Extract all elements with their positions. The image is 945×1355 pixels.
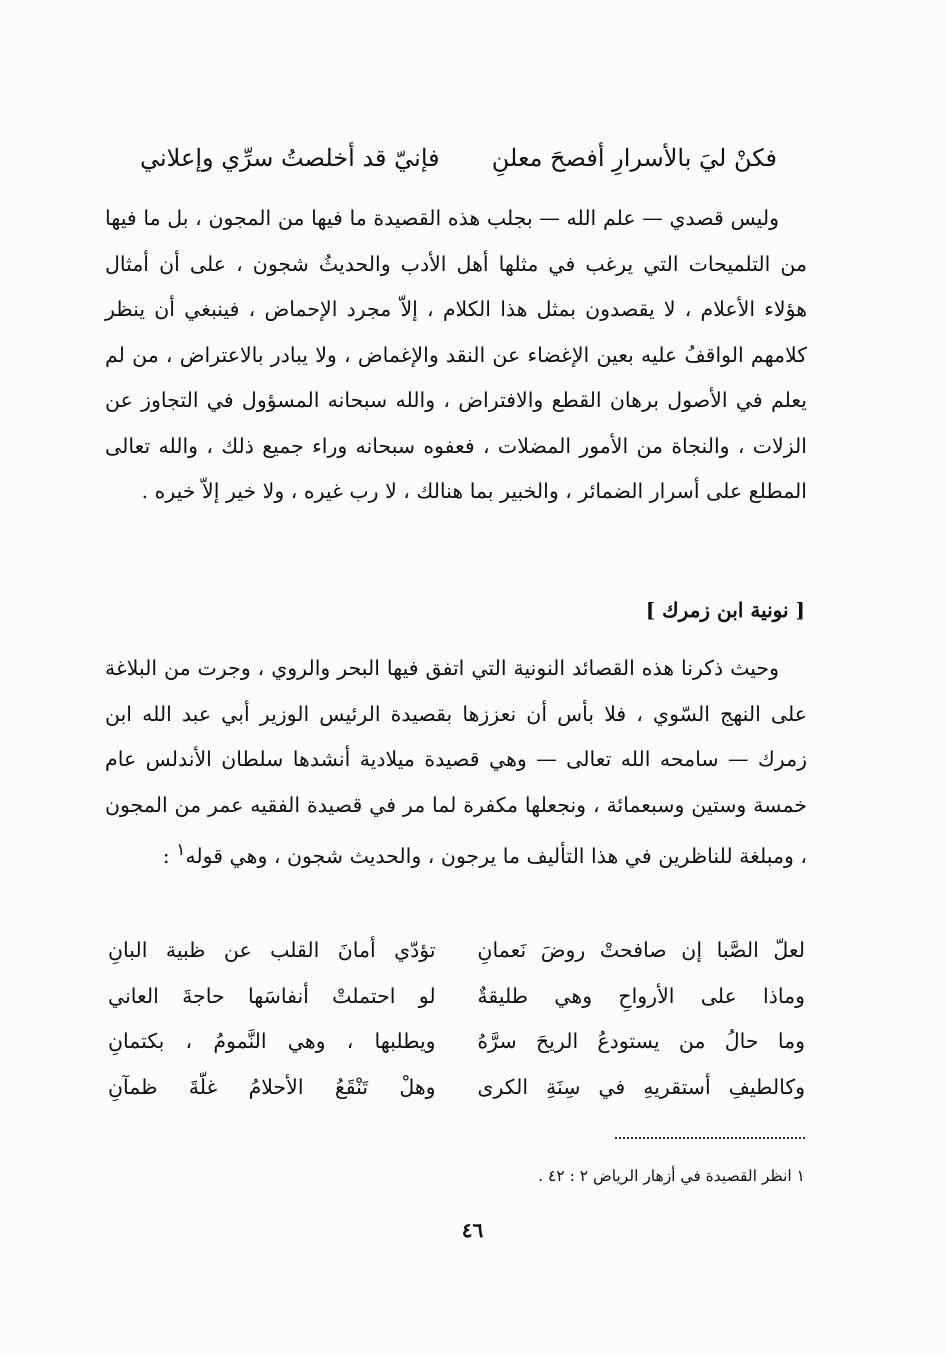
poem-line: [108, 974, 805, 1020]
poem-hemistich-second: تؤدّي أمانَ القلب عن ظبية البانِ: [108, 938, 436, 962]
body-paragraph-text: وحيث ذكرنا هذه القصائد النونية التي اتفق فيها البحر والروي ، وجرت من البلاغة على النهج السّوي ، فلا بأس أن نعززها بقصيدة الرئيس الوزير أبي عبد الله ابن زمرك — سامحه الله تعالى — وهي قصيدة ميلادية أنشدها سلطان الأندلس عام خمسة وستين وسبعمائة ، ونجعلها مكفرة لما مر في قصيدة الفقيه عمر من المجون ، ومبلغة للناظرين في هذا التأليف ما يرجون ، والحديث شجون ، وهي قوله: [105, 656, 807, 868]
poem-hemistich-second: وهلْ تَنْقَعُ الأحلامُ غلّةَ ظمآنِ: [108, 1074, 436, 1099]
poem-hemistich-second: ويطلبها ، وهي النَّمومُ ، بكتمانِ: [108, 1029, 436, 1053]
poem-hemistich-first: وكالطيفِ أستقريهِ في سِنَةِ الكرى: [477, 1074, 805, 1099]
verse-first-hemistich: فكنْ ليَ بالأسرارِ أفصحَ معلنِ: [491, 144, 777, 172]
footnote-divider: [615, 1137, 805, 1139]
section-heading: [ نونية ابن زمرك ]: [645, 598, 805, 622]
poem-hemistich-second: لو احتملتْ أنفاسَها حاجةَ العاني: [108, 983, 436, 1008]
poem: [108, 928, 805, 1110]
body-paragraph-end: :: [162, 843, 177, 868]
body-paragraph: [105, 646, 807, 879]
poem-hemistich-first: وماذا على الأرواحِ وهي طليقةٌ: [477, 983, 805, 1008]
footnote-reference: ١: [176, 840, 186, 860]
poem-hemistich-first: لعلّ الصَّبا إن صافحتْ روضَ نَعمانِ: [477, 938, 805, 962]
verse-second-hemistich: فإنيّ قد أخلصتُ سرِّي وإعلاني: [140, 144, 440, 172]
poem-line: [108, 1065, 805, 1111]
page-number: ٤٦: [461, 1218, 484, 1242]
footnote: ١ انظر القصيدة في أزهار الرياض ٢ : ٤٢ .: [538, 1167, 805, 1185]
poem-hemistich-first: وما حالُ من يستودعُ الريحَ سرَّهُ: [477, 1029, 805, 1053]
intro-paragraph-text: وليس قصدي — علم الله — بجلب هذه القصيدة ما فيها من المجون ، بل ما فيها من التلميحات التي يرغب في مثلها أهل الأدب والحديثُ شجون ، على أن أمثال هؤلاء الأعلام ، لا يقصدون بمثل هذا الكلام ، إلاّ مجرد الإحماض ، فينبغي أن ينظر كلامهم الواقفُ عليه بعين الإغضاء عن النقد والإغماض ، ولا يبادر بالاعتراض ، من لم يعلم في الأصول برهان القطع والافتراض ، والله سبحانه المسؤول في التجاوز عن الزلات ، والنجاة من الأمور المضلات ، فعفوه سبحانه وراء جميع ذلك ، والله تعالى المطلع على أسرار الضمائر ، والخبير بما هنالك ، لا رب غيره ، ولا خير إلاّ خيره .: [105, 206, 807, 503]
poem-line: [108, 928, 805, 974]
poem-line: [108, 1019, 805, 1065]
body-paragraph-block: [105, 646, 807, 879]
intro-paragraph: [105, 196, 807, 515]
opening-verse: [140, 138, 777, 178]
